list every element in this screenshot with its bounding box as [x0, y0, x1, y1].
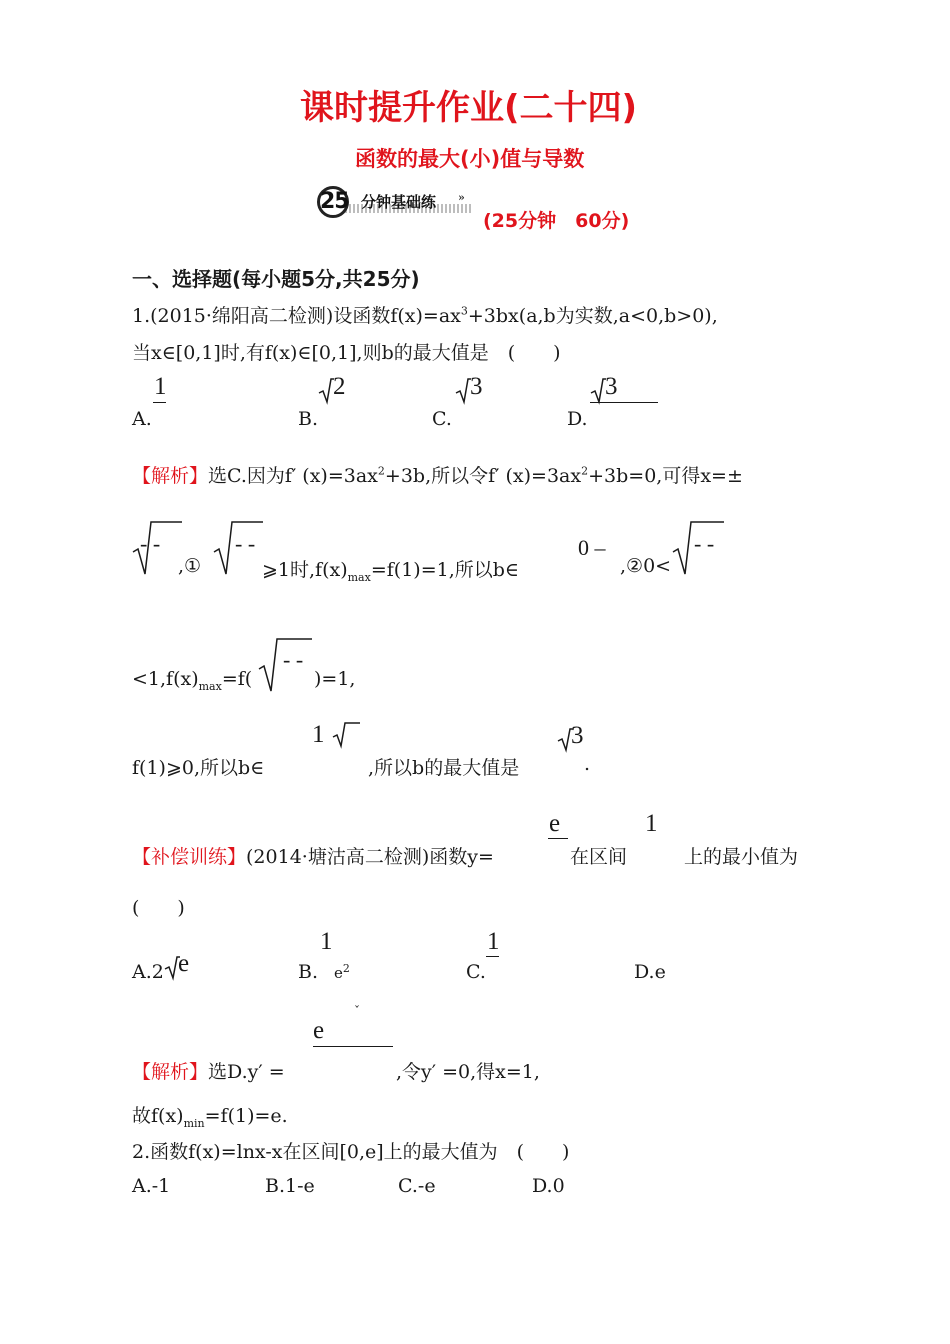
- fraction-bar: [486, 956, 499, 957]
- sqrt-sign-icon: [590, 378, 604, 404]
- supplement-interval-text: 在区间: [570, 846, 628, 868]
- badge-number: 25: [317, 186, 349, 218]
- supplement-stem: 【补偿训练】(2014·塘沽高二检测)函数y=: [132, 846, 494, 868]
- q1-stem-line2: 当x∈[0,1]时,有f(x)∈[0,1],则b的最大值是 ( ): [132, 342, 561, 364]
- section-badge: [313, 185, 471, 217]
- derivative-mark: ˇ: [354, 1004, 360, 1018]
- derivative-numerator: e: [313, 1017, 325, 1044]
- analysis-tag: 【解析】: [132, 465, 209, 487]
- interval-fraction: 0 –: [578, 535, 606, 560]
- sqrt-radicand: - -: [235, 531, 256, 556]
- analysis1-line3-end: )=1,: [314, 668, 356, 690]
- q1-option-d-label: D.: [567, 408, 588, 430]
- supplement-tag: 【补偿训练】: [132, 846, 247, 868]
- analysis1-line4: f(1)⩾0,所以b∈: [132, 757, 265, 779]
- fraction-bar: [548, 838, 568, 839]
- supp-option-b-den: $e^2$: [334, 962, 350, 982]
- analysis2-line1: 【解析】选D.y′ =: [132, 1061, 285, 1083]
- q2-option-a: A.-1: [132, 1175, 171, 1197]
- badge-label: 分钟基础练: [361, 193, 437, 211]
- supp-option-b-label: B.: [298, 961, 319, 983]
- sqrt-sign-icon: [332, 722, 360, 748]
- analysis2-line2: 故$f(x)_{min}=f(1)=e$.: [132, 1105, 288, 1130]
- supplement-tail: 上的最小值为: [684, 846, 799, 868]
- q1-option-c-label: C.: [432, 408, 452, 430]
- supp-option-c-label: C.: [466, 961, 486, 983]
- q1-option-b-value: 2: [333, 373, 346, 400]
- fraction-bar: [313, 1046, 393, 1047]
- page-subtitle: 函数的最大(小)值与导数: [355, 147, 585, 171]
- analysis1-line4-mid: ,所以b的最大值是: [368, 757, 520, 779]
- sqrt-sign-icon: [164, 956, 178, 980]
- analysis1-line3: $<1,f(x)_{max}=f$(: [132, 668, 253, 693]
- page-title: 课时提升作业(二十四): [300, 88, 638, 128]
- analysis-tag: 【解析】: [132, 1061, 209, 1083]
- sqrt-sign-icon: [318, 378, 332, 404]
- interval-endpoint: 1: [645, 810, 658, 837]
- supp-option-b-num: 1: [320, 928, 333, 955]
- q2-option-c: C.-e: [398, 1175, 436, 1197]
- supp-option-a-radicand: e: [178, 950, 190, 977]
- q1-option-b-label: B.: [298, 408, 319, 430]
- fraction-bar: [590, 402, 658, 403]
- q1-option-a-label: A.: [132, 408, 152, 430]
- sqrt-radicand: - -: [283, 647, 304, 672]
- q2-stem: 2.函数f(x)=lnx-x在区间[0,e]上的最大值为 ( ): [132, 1141, 570, 1163]
- supp-option-c-num: 1: [487, 928, 500, 955]
- supplement-paren: ( ): [132, 897, 185, 919]
- analysis1-case1: ,①: [178, 555, 202, 577]
- supp-option-d: D.e: [634, 961, 666, 983]
- analysis1-line1: 【解析】选C.因为f′ $(x)=3ax^2+3b$,所以令f′ $(x)=3ax^2+3b=0$,可得x=±: [132, 464, 743, 487]
- analysis2-line1-tail: ,令y′ =0,得x=1,: [396, 1061, 540, 1083]
- q1-option-a-value: 1: [154, 373, 167, 400]
- analysis1-case2: ,②0<: [620, 555, 672, 577]
- chevron-right-icon: »: [458, 191, 465, 204]
- fraction-bar: [153, 402, 166, 403]
- time-score: (25分钟 60分): [483, 210, 630, 232]
- function-numerator: e: [549, 810, 561, 837]
- q2-option-b: B.1-e: [265, 1175, 315, 1197]
- q2-option-d: D.0: [532, 1175, 565, 1197]
- q1-option-d-value: 3: [605, 373, 618, 400]
- analysis1-line2: ⩾1时$,f(x)_{max}=f(1)=1$,所以b∈: [262, 559, 519, 584]
- section-heading: 一、选择题(每小题5分,共25分): [132, 267, 420, 291]
- analysis1-period: .: [584, 753, 591, 775]
- q1-stem-line1: 1.(2015·绵阳高二检测)设函数$f(x)=ax^3+3bx(a,b$为实数,a<0,b>0),: [132, 304, 718, 327]
- interval-fraction: 1: [312, 721, 325, 748]
- max-value: 3: [571, 722, 584, 749]
- sqrt-radicand: - -: [694, 531, 715, 556]
- sqrt-sign-icon: [557, 728, 571, 752]
- q1-option-c-value: 3: [470, 373, 483, 400]
- supp-option-a: A.2: [132, 961, 164, 983]
- sqrt-sign-icon: [455, 378, 469, 404]
- sqrt-radicand: - -: [140, 531, 161, 556]
